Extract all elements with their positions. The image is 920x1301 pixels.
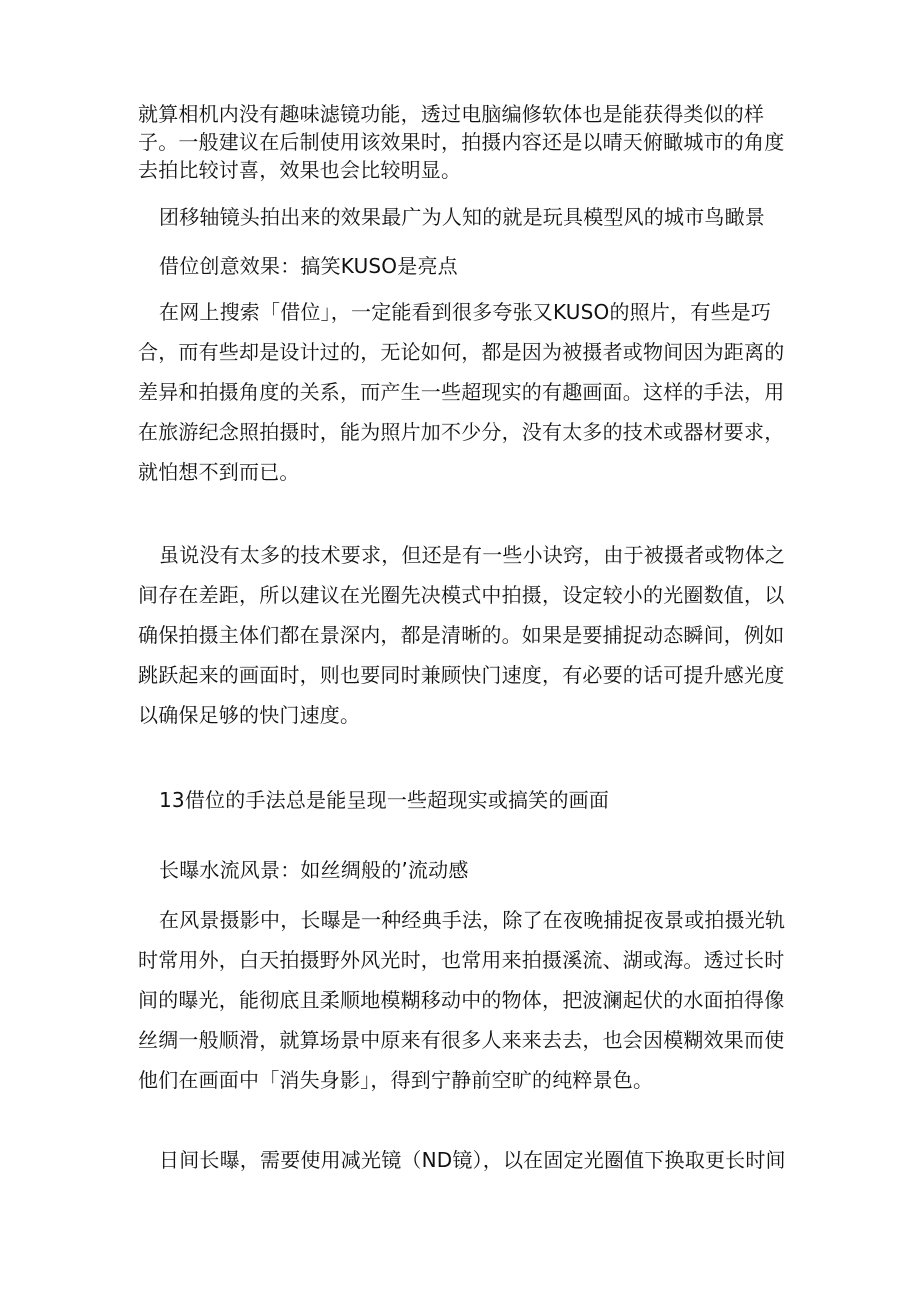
paragraph-forced-perspective-tips: 虽说没有太多的技术要求，但还是有一些小诀窍，由于被摄者或物体之间存在差距，所以建议在光圈先决模式中拍摄，设定较小的光圈数值，以确保拍摄主体们都在景深内，都是清晰的。如果是要捕捉动态瞬间，例如跳跃起来的画面时，则也要同时兼顾快门速度，有必要的话可提升感光度以确保足够的快门速度。 [138,543,786,727]
heading-long-exposure: 长曝水流风景：如丝绸般的’流动感 [159,858,469,882]
caption-tilt-shift: 团移轴镜头拍出来的效果最广为人知的就是玩具模型风的城市鸟瞰景 [159,205,765,229]
paragraph-long-exposure: 在风景摄影中，长曝是一种经典手法，除了在夜晚捕捉夜景或拍摄光轨时常用外，白天拍摄野外风光时，也常用来拍摄溪流、湖或海。透过长时间的曝光，能彻底且柔顺地模糊移动中的物体，把波澜起伏的水面拍得像丝绸一般顺滑，就算场景中原来有很多人来来去去，也会因模糊效果而使他们在画面中「消失身影」，得到宁静前空旷的纯粹景色。 [138,908,786,1092]
paragraph-tilt-shift-software: 就算相机内没有趣味滤镜功能，透过电脑编修软体也是能获得类似的样子。一般建议在后制使用该效果时，拍摄内容还是以晴天俯瞰城市的角度去拍比较讨喜，效果也会比较明显。 [138,102,785,182]
caption-forced-perspective: 13借位的手法总是能呈现一些超现实或搞笑的画面 [159,788,610,812]
paragraph-nd-filter: 日间长曝，需要使用减光镜（ND镜），以在固定光圈值下换取更长时间 [159,1148,786,1172]
paragraph-forced-perspective: 在网上搜索「借位」，一定能看到很多夸张又KUSO的照片，有些是巧合，而有些却是设计过的，无论如何，都是因为被摄者或物间因为距离的差异和拍摄角度的关系，而产生一些超现实的有趣画面。这样的手法，用在旅游纪念照拍摄时，能为照片加不少分，没有太多的技术或器材要求，就怕想不到而已。 [138,300,785,484]
heading-forced-perspective: 借位创意效果：搞笑KUSO是亮点 [159,254,458,278]
